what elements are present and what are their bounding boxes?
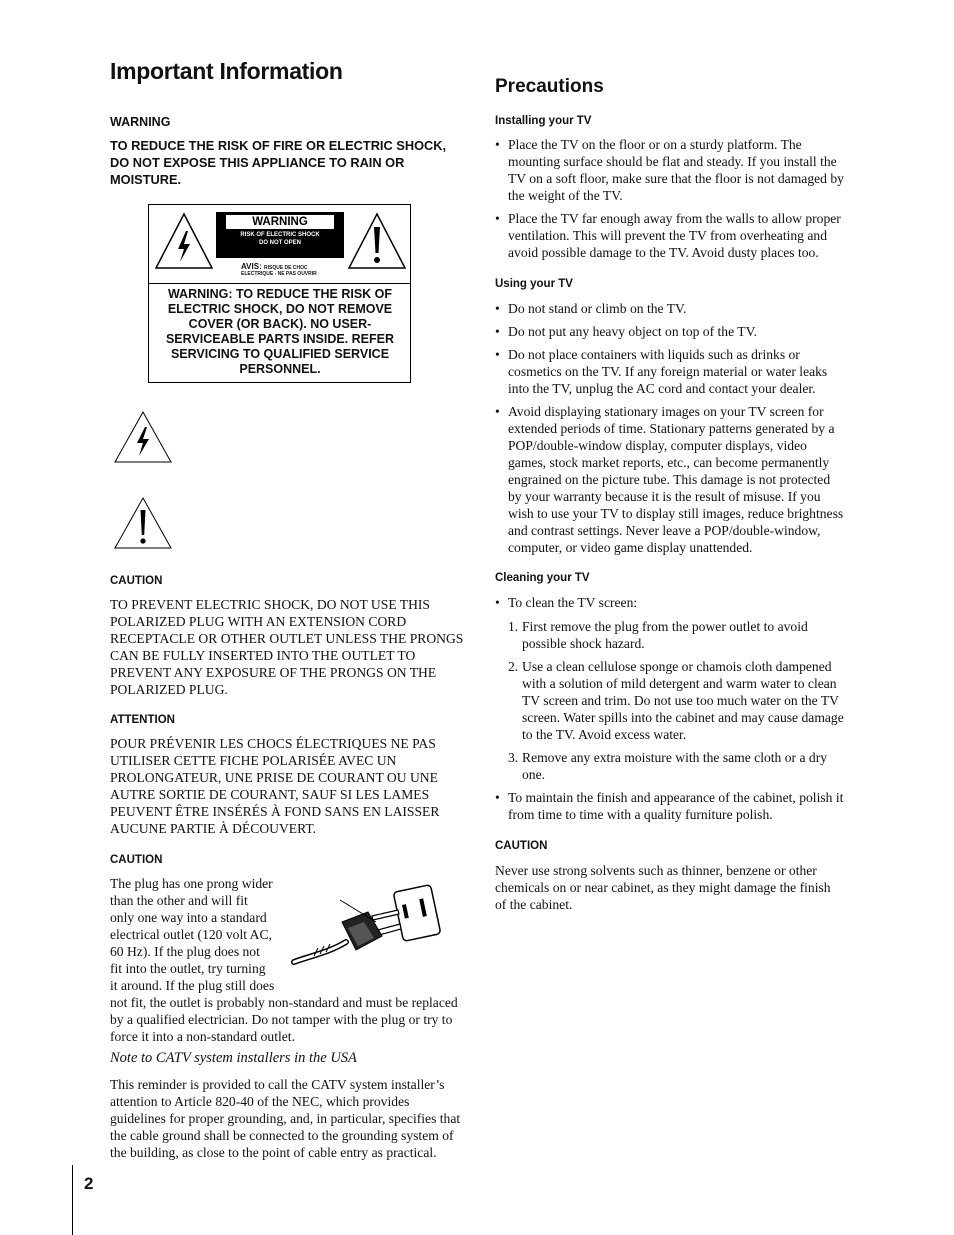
warning-plate-sub2: DO NOT OPEN xyxy=(258,240,301,246)
list-item: • Do not stand or climb on the TV. xyxy=(495,300,845,317)
step-text: First remove the plug from the power outlet to avoid possible shock hazard. xyxy=(522,619,808,651)
warning-label-plate xyxy=(216,212,344,258)
plug-line: fit into the outlet, try turning xyxy=(110,961,266,976)
cleaning-intro-list xyxy=(495,594,845,617)
list-item xyxy=(508,658,845,743)
caution-label: CAUTION xyxy=(110,575,163,587)
plug-line: electrical outlet (120 volt AC, xyxy=(110,927,272,942)
warning-plate-title: WARNING xyxy=(226,215,334,229)
list-item: • Place the TV on the floor or on a sturdy platform. The mounting surface should be flat and steady. If you install the TV on a soft floor, make sure that the floor is not damaged by the weight of the TV. xyxy=(495,136,845,204)
list-item: • Avoid displaying stationary images on your TV screen for extended periods of time. Stationary patterns generated by a POP/double-window display, computer displays, video games, stock market reports, etc., can become permanently engrained on the picture tube. This damage is not protected by your warranty because it is the result of misuse. If you wish to use your TV to display still images, reduce brightness and contrast settings. Never leave a POP/double-window, computer, or video game display unattended. xyxy=(495,403,845,556)
catv-note-title: Note to CATV system installers in the USA xyxy=(110,1050,357,1066)
installing-list xyxy=(495,136,845,267)
catv-note-text: This reminder is provided to call the CATV system installer’s attention to Article 820-40 of the NEC, which provides guidelines for proper grounding, and, in particular, specifies that the cable ground shall be connected to the grounding system of the building, as close to the point of cable entry as practical. xyxy=(110,1077,461,1160)
list-item: • Place the TV far enough away from the walls to allow proper ventilation. This will prevent the TV from overheating and avoid possible damage to the TV. Avoid dusty places too. xyxy=(495,210,845,261)
list-item: • Do not place containers with liquids such as drinks or cosmetics on the TV. If any foreign material or water leaks into the TV, unplug the AC cord and contact your dealer. xyxy=(495,346,845,397)
using-list xyxy=(495,300,845,562)
avis-text: AVIS: xyxy=(241,262,262,271)
lightning-triangle-icon xyxy=(113,410,173,464)
plug-line: 60 Hz). If the plug does not xyxy=(110,944,260,959)
installing-label: Installing your TV xyxy=(495,115,592,127)
list-item: • To maintain the finish and appearance of the cabinet, polish it from time to time with a quality furniture polish. xyxy=(495,789,845,823)
warning-label: WARNING xyxy=(110,115,171,129)
step-number: 3. xyxy=(508,750,519,765)
list-item: • Do not put any heavy object on top of the TV. xyxy=(495,323,845,340)
plug-line: it around. If the plug still does xyxy=(110,978,275,993)
step-text: Remove any extra moisture with the same cloth or a dry one. xyxy=(522,750,828,782)
precautions-title: Precautions xyxy=(495,76,604,97)
step-number: 1. xyxy=(508,619,519,634)
lightning-triangle-icon xyxy=(153,211,215,271)
cleaning-steps xyxy=(508,618,845,789)
cleaning-finish-list xyxy=(495,789,845,829)
warning-plate-sub1: RISK OF ELECTRIC SHOCK xyxy=(240,232,320,238)
warning-box-header xyxy=(149,205,410,284)
page-number: 2 xyxy=(84,1174,94,1193)
avis-label xyxy=(241,262,308,271)
attention-text: POUR PRÉVENIR LES CHOCS ÉLECTRIQUES NE PAS UTILISER CETTE FICHE POLARISÉE AVEC UN PROLONGATEUR, UNE PRISE DE COURANT OU UNE AUTRE SORTIE DE COURANT, SAUF SI LES LAMES PEUVENT ÊTRE INSÉRÉS À FOND SANS EN LAISSER AUCUNE PARTIE À DÉCOUVERT. xyxy=(110,736,440,836)
using-label: Using your TV xyxy=(495,278,573,290)
plug-line: only one way into a standard xyxy=(110,910,267,925)
list-item xyxy=(508,749,845,783)
exclamation-triangle-icon xyxy=(346,211,408,271)
caution-text: Never use strong solvents such as thinner, benzene or other chemicals on or near cabinet, as they might damage the finish of the cabinet. xyxy=(495,863,831,912)
plug-line: The plug has one prong wider xyxy=(110,876,273,891)
exclamation-triangle-icon xyxy=(113,496,173,550)
warning-box-text: WARNING: TO REDUCE THE RISK OF ELECTRIC SHOCK, DO NOT REMOVE COVER (OR BACK). NO USER-SERVICEABLE PARTS INSIDE. REFER SERVICING TO QUALIFIED SERVICE PERSONNEL. xyxy=(165,287,395,376)
avis-sub: RISQUE DE CHOC xyxy=(263,265,308,271)
avis-sub2: ELECTRIQUE - NE PAS OUVRIR xyxy=(241,271,317,277)
list-item: • To clean the TV screen: xyxy=(495,594,845,611)
list-item xyxy=(508,618,845,652)
caution-label: CAUTION xyxy=(495,840,548,852)
attention-label: ATTENTION xyxy=(110,714,175,726)
warning-box xyxy=(148,204,411,383)
plug-text-wrap xyxy=(110,875,290,994)
plug-line: than the other and will fit xyxy=(110,893,248,908)
polarized-plug-illustration xyxy=(290,882,442,974)
caution-label: CAUTION xyxy=(110,854,163,866)
warning-text: TO REDUCE THE RISK OF FIRE OR ELECTRIC SHOCK, DO NOT EXPOSE THIS APPLIANCE TO RAIN OR MOISTURE. xyxy=(110,138,447,187)
page-title: Important Information xyxy=(110,58,343,84)
page-margin-rule xyxy=(72,1165,73,1235)
step-number: 2. xyxy=(508,659,519,674)
step-text: Use a clean cellulose sponge or chamois cloth dampened with a solution of mild detergent and warm water to clean TV screen and trim. Do not use too much water on the TV screen. Water spills into the cabinet and may cause damage to the TV. Avoid excess water. xyxy=(522,659,844,742)
caution-text: TO PREVENT ELECTRIC SHOCK, DO NOT USE THIS POLARIZED PLUG WITH AN EXTENSION CORD RECEPTACLE OR OTHER OUTLET UNLESS THE PRONGS CAN BE FULLY INSERTED INTO THE OUTLET TO PREVENT ANY EXPOSURE OF THE PRONGS ON THE POLARIZED PLUG. xyxy=(110,597,464,697)
cleaning-label: Cleaning your TV xyxy=(495,572,590,584)
plug-text-rest: not fit, the outlet is probably non-standard and must be replaced by a qualified electrician. Do not tamper with the plug or try to force it into a non-standard outlet. xyxy=(110,995,458,1044)
